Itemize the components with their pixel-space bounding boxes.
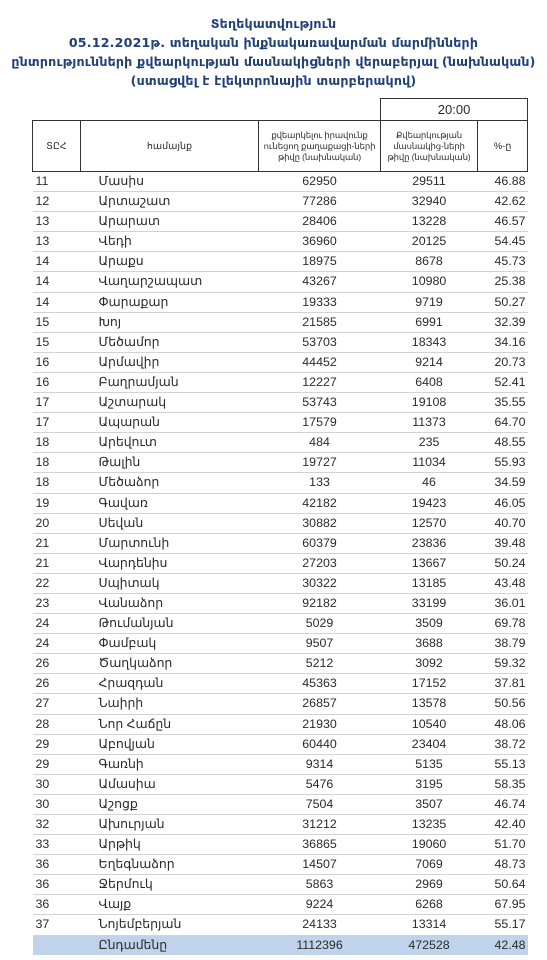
cell-eligible: 30882 (259, 513, 381, 533)
cell-voted: 7069 (381, 855, 478, 875)
cell-percent: 25.38 (478, 272, 528, 292)
cell-percent: 38.72 (478, 734, 528, 754)
cell-voted: 235 (381, 433, 478, 453)
cell-percent: 64.70 (478, 413, 528, 433)
cell-eligible: 26857 (259, 694, 381, 714)
total-cell-percent: 42.48 (478, 935, 528, 955)
cell-community: Վարդենիս (81, 553, 259, 573)
table-row (33, 875, 528, 895)
cell-community: Մեծամոր (81, 332, 259, 352)
cell-eligible: 7504 (259, 794, 381, 814)
table-row (33, 694, 528, 714)
cell-community: Նոր Հաճըն (81, 714, 259, 734)
table-row (33, 915, 528, 935)
cell-community: Արաքս (81, 252, 259, 272)
cell-code: 26 (33, 674, 81, 694)
cell-community: Արարատ (81, 212, 259, 232)
cell-eligible: 30322 (259, 573, 381, 593)
table-row (33, 714, 528, 734)
cell-eligible: 133 (259, 473, 381, 493)
table-row (33, 614, 528, 634)
cell-code: 30 (33, 794, 81, 814)
cell-voted: 13228 (381, 212, 478, 232)
cell-code: 12 (33, 192, 81, 212)
cell-voted: 13667 (381, 553, 478, 573)
cell-community: Նոյեմբերյան (81, 915, 259, 935)
cell-code: 22 (33, 573, 81, 593)
header-code: ՏԸՀ (33, 121, 81, 172)
column-header-row (33, 121, 528, 172)
table-row (33, 312, 528, 332)
cell-eligible: 9224 (259, 895, 381, 915)
cell-voted: 2969 (381, 875, 478, 895)
cell-eligible: 5212 (259, 654, 381, 674)
cell-percent: 55.13 (478, 754, 528, 774)
cell-community: Եղեգնաձոր (81, 855, 259, 875)
cell-eligible: 484 (259, 433, 381, 453)
cell-code: 18 (33, 473, 81, 493)
table-row (33, 634, 528, 654)
cell-percent: 52.41 (478, 372, 528, 392)
cell-voted: 3507 (381, 794, 478, 814)
cell-percent: 34.16 (478, 332, 528, 352)
cell-percent: 46.74 (478, 794, 528, 814)
table-row (33, 734, 528, 754)
cell-community: Վաղարշապատ (81, 272, 259, 292)
cell-code: 36 (33, 855, 81, 875)
cell-voted: 3195 (381, 774, 478, 794)
cell-eligible: 27203 (259, 553, 381, 573)
cell-eligible: 17579 (259, 413, 381, 433)
cell-percent: 55.17 (478, 915, 528, 935)
cell-voted: 6991 (381, 312, 478, 332)
document-header (0, 14, 547, 90)
table-row (33, 433, 528, 453)
cell-percent: 46.88 (478, 172, 528, 192)
table-row (33, 493, 528, 513)
total-cell-eligible: 1112396 (259, 935, 381, 955)
time-label: 20:00 (381, 99, 528, 121)
cell-community: Սեվան (81, 513, 259, 533)
cell-code: 11 (33, 172, 81, 192)
table-row (33, 332, 528, 352)
cell-voted: 29511 (381, 172, 478, 192)
cell-eligible: 5863 (259, 875, 381, 895)
cell-eligible: 44452 (259, 352, 381, 372)
cell-voted: 12570 (381, 513, 478, 533)
cell-voted: 46 (381, 473, 478, 493)
cell-code: 37 (33, 915, 81, 935)
cell-community: Խոյ (81, 312, 259, 332)
cell-percent: 55.93 (478, 453, 528, 473)
cell-percent: 48.73 (478, 855, 528, 875)
cell-code: 14 (33, 252, 81, 272)
cell-percent: 54.45 (478, 232, 528, 252)
cell-eligible: 19333 (259, 292, 381, 312)
time-header-row (33, 99, 528, 121)
cell-percent: 69.78 (478, 614, 528, 634)
cell-code: 33 (33, 835, 81, 855)
cell-percent: 51.70 (478, 835, 528, 855)
cell-percent: 40.70 (478, 513, 528, 533)
cell-percent: 48.06 (478, 714, 528, 734)
table-row (33, 192, 528, 212)
cell-eligible: 5029 (259, 614, 381, 634)
header-voted: Քվեարկության մասնակից-ների թիվը (նախնական) (381, 121, 478, 172)
cell-voted: 5135 (381, 754, 478, 774)
cell-code: 36 (33, 895, 81, 915)
cell-percent: 39.48 (478, 533, 528, 553)
cell-code: 21 (33, 533, 81, 553)
table-row (33, 513, 528, 533)
cell-community: Ամասիա (81, 774, 259, 794)
cell-voted: 3092 (381, 654, 478, 674)
cell-code: 28 (33, 714, 81, 734)
cell-voted: 9214 (381, 352, 478, 372)
cell-voted: 13578 (381, 694, 478, 714)
cell-code: 20 (33, 513, 81, 533)
table-row (33, 855, 528, 875)
table-row (33, 413, 528, 433)
cell-eligible: 36865 (259, 835, 381, 855)
cell-voted: 9719 (381, 292, 478, 312)
table-row (33, 352, 528, 372)
cell-community: Փարաքար (81, 292, 259, 312)
cell-eligible: 9314 (259, 754, 381, 774)
table-row (33, 292, 528, 312)
table-row (33, 393, 528, 413)
cell-voted: 20125 (381, 232, 478, 252)
cell-percent: 48.55 (478, 433, 528, 453)
cell-eligible: 53743 (259, 393, 381, 413)
cell-community: Վանաձոր (81, 593, 259, 613)
cell-eligible: 19727 (259, 453, 381, 473)
cell-voted: 10980 (381, 272, 478, 292)
cell-voted: 17152 (381, 674, 478, 694)
cell-community: Գառնի (81, 754, 259, 774)
cell-community: Արթիկ (81, 835, 259, 855)
cell-percent: 50.24 (478, 553, 528, 573)
cell-percent: 50.27 (478, 292, 528, 312)
cell-community: Հրազդան (81, 674, 259, 694)
cell-percent: 67.95 (478, 895, 528, 915)
cell-eligible: 60440 (259, 734, 381, 754)
cell-eligible: 9507 (259, 634, 381, 654)
cell-voted: 19423 (381, 493, 478, 513)
table-row (33, 674, 528, 694)
table-row (33, 654, 528, 674)
cell-voted: 18343 (381, 332, 478, 352)
cell-percent: 43.48 (478, 573, 528, 593)
cell-percent: 38.79 (478, 634, 528, 654)
cell-code: 26 (33, 654, 81, 674)
table-row (33, 473, 528, 493)
turnout-table (32, 98, 528, 955)
total-cell-community: Ընդամենը (81, 935, 259, 955)
table-row (33, 794, 528, 814)
cell-community: Աշոցք (81, 794, 259, 814)
cell-voted: 33199 (381, 593, 478, 613)
table-row (33, 593, 528, 613)
cell-voted: 13185 (381, 573, 478, 593)
cell-voted: 23836 (381, 533, 478, 553)
cell-eligible: 12227 (259, 372, 381, 392)
cell-community: Արտաշատ (81, 192, 259, 212)
cell-code: 32 (33, 815, 81, 835)
cell-eligible: 18975 (259, 252, 381, 272)
table-row (33, 895, 528, 915)
cell-community: Վայք (81, 895, 259, 915)
cell-community: Մարտունի (81, 533, 259, 553)
cell-voted: 13235 (381, 815, 478, 835)
cell-voted: 3688 (381, 634, 478, 654)
cell-voted: 23404 (381, 734, 478, 754)
table-row (33, 453, 528, 473)
cell-percent: 20.73 (478, 352, 528, 372)
cell-code: 36 (33, 875, 81, 895)
total-cell-voted: 472528 (381, 935, 478, 955)
cell-community: Վեդի (81, 232, 259, 252)
cell-percent: 42.62 (478, 192, 528, 212)
table-row (33, 553, 528, 573)
cell-community: Գավառ (81, 493, 259, 513)
table-row (33, 815, 528, 835)
cell-community: Ապարան (81, 413, 259, 433)
cell-code: 13 (33, 232, 81, 252)
cell-eligible: 36960 (259, 232, 381, 252)
cell-eligible: 14507 (259, 855, 381, 875)
cell-voted: 11373 (381, 413, 478, 433)
cell-code: 27 (33, 694, 81, 714)
cell-voted: 10540 (381, 714, 478, 734)
cell-eligible: 28406 (259, 212, 381, 232)
cell-community: Արմավիր (81, 352, 259, 372)
cell-eligible: 31212 (259, 815, 381, 835)
cell-eligible: 92182 (259, 593, 381, 613)
cell-percent: 35.55 (478, 393, 528, 413)
table-row (33, 754, 528, 774)
cell-percent: 45.73 (478, 252, 528, 272)
cell-voted: 6268 (381, 895, 478, 915)
cell-code: 18 (33, 453, 81, 473)
table-row (33, 212, 528, 232)
header-note-line: (ստացվել է էլեկտրոնային տարբերակով) (130, 73, 417, 88)
cell-code: 24 (33, 634, 81, 654)
cell-eligible: 24133 (259, 915, 381, 935)
cell-voted: 8678 (381, 252, 478, 272)
cell-community: Թումանյան (81, 614, 259, 634)
cell-percent: 37.81 (478, 674, 528, 694)
cell-community: Ծաղկաձոր (81, 654, 259, 674)
cell-code: 19 (33, 493, 81, 513)
cell-eligible: 62950 (259, 172, 381, 192)
header-subject-line: ընտրությունների քվեարկության մասնակիցների վերաբերյալ (նախնական) (11, 54, 536, 69)
cell-percent: 46.05 (478, 493, 528, 513)
table-row (33, 232, 528, 252)
cell-code: 24 (33, 614, 81, 634)
cell-community: Աբովյան (81, 734, 259, 754)
cell-eligible: 43267 (259, 272, 381, 292)
header-date-line: 05.12.2021թ. տեղական ինքնակառավարման մարմինների (68, 35, 479, 50)
cell-voted: 11034 (381, 453, 478, 473)
cell-code: 16 (33, 352, 81, 372)
cell-community: Սպիտակ (81, 573, 259, 593)
cell-code: 15 (33, 332, 81, 352)
cell-voted: 6408 (381, 372, 478, 392)
cell-eligible: 21585 (259, 312, 381, 332)
cell-code: 30 (33, 774, 81, 794)
header-community: համայնք (81, 121, 259, 172)
cell-community: Փամբակ (81, 634, 259, 654)
cell-code: 16 (33, 372, 81, 392)
table-row (33, 272, 528, 292)
table-row (33, 573, 528, 593)
cell-code: 14 (33, 292, 81, 312)
table-row (33, 172, 528, 192)
cell-code: 14 (33, 272, 81, 292)
cell-community: Մեծաձոր (81, 473, 259, 493)
cell-eligible: 77286 (259, 192, 381, 212)
cell-eligible: 21930 (259, 714, 381, 734)
cell-code: 17 (33, 393, 81, 413)
header-percent: %-ը (478, 121, 528, 172)
header-title: Տեղեկատվություն (210, 16, 337, 31)
cell-code: 13 (33, 212, 81, 232)
cell-community: Նաիրի (81, 694, 259, 714)
header-eligible: քվեարկելու իրավունք ունեցող քաղաքացի-ների թիվը (նախնական) (259, 121, 381, 172)
cell-voted: 19060 (381, 835, 478, 855)
cell-code: 15 (33, 312, 81, 332)
cell-community: Ախուրյան (81, 815, 259, 835)
cell-percent: 34.59 (478, 473, 528, 493)
cell-percent: 59.32 (478, 654, 528, 674)
cell-community: Ջերմուկ (81, 875, 259, 895)
cell-code: 29 (33, 734, 81, 754)
cell-percent: 46.57 (478, 212, 528, 232)
table-row (33, 774, 528, 794)
cell-eligible: 42182 (259, 493, 381, 513)
cell-percent: 32.39 (478, 312, 528, 332)
cell-percent: 42.40 (478, 815, 528, 835)
total-row (33, 935, 528, 955)
cell-percent: 50.56 (478, 694, 528, 714)
cell-code: 17 (33, 413, 81, 433)
table-row (33, 835, 528, 855)
cell-voted: 32940 (381, 192, 478, 212)
table-row (33, 533, 528, 553)
cell-community: Արեվուտ (81, 433, 259, 453)
table-row (33, 372, 528, 392)
cell-eligible: 60379 (259, 533, 381, 553)
cell-community: Մասիս (81, 172, 259, 192)
table-row (33, 252, 528, 272)
cell-code: 21 (33, 553, 81, 573)
cell-eligible: 53703 (259, 332, 381, 352)
cell-code: 23 (33, 593, 81, 613)
cell-voted: 19108 (381, 393, 478, 413)
cell-community: Բաղրամյան (81, 372, 259, 392)
total-cell-code (33, 935, 81, 955)
cell-community: Թալին (81, 453, 259, 473)
cell-code: 18 (33, 433, 81, 453)
cell-voted: 13314 (381, 915, 478, 935)
cell-percent: 36.01 (478, 593, 528, 613)
cell-eligible: 5476 (259, 774, 381, 794)
cell-community: Աշտարակ (81, 393, 259, 413)
cell-code: 29 (33, 754, 81, 774)
cell-percent: 58.35 (478, 774, 528, 794)
cell-eligible: 45363 (259, 674, 381, 694)
cell-percent: 50.64 (478, 875, 528, 895)
cell-voted: 3509 (381, 614, 478, 634)
